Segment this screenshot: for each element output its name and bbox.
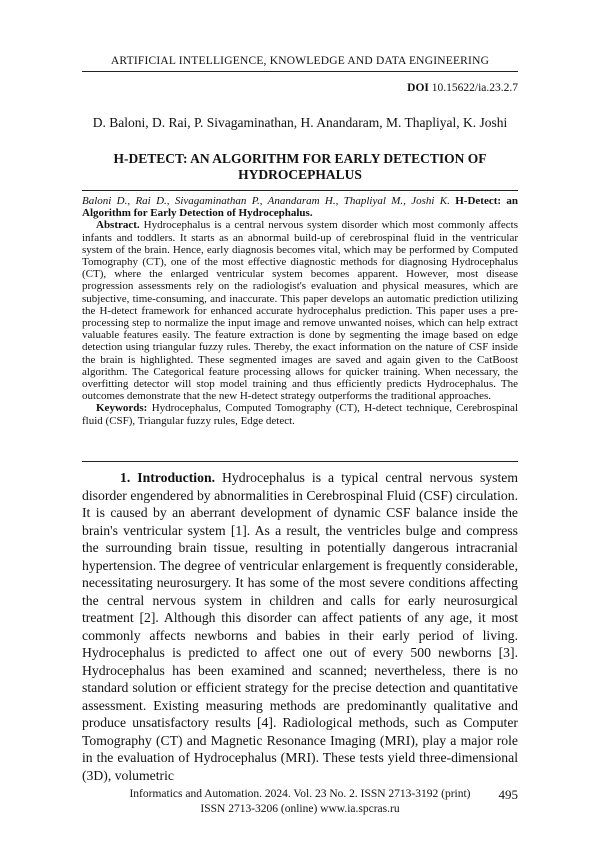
keywords-label: Keywords: bbox=[96, 402, 148, 415]
doi-line bbox=[407, 82, 518, 94]
abstract-block bbox=[82, 195, 518, 427]
header-rule bbox=[82, 71, 518, 72]
citation bbox=[82, 195, 518, 219]
abstract-paragraph bbox=[82, 219, 518, 402]
introduction-heading: 1. Introduction. bbox=[120, 470, 215, 485]
title-line-2: HYDROCEPHALUS bbox=[238, 167, 362, 182]
abstract-bottom-rule bbox=[82, 461, 518, 462]
introduction-section bbox=[82, 469, 518, 784]
keywords-paragraph bbox=[82, 402, 518, 426]
page-number: 495 bbox=[498, 787, 518, 802]
paper-title bbox=[82, 151, 518, 183]
doi-value: 10.15622/ia.23.2.7 bbox=[431, 82, 518, 94]
abstract-text: Hydrocephalus is a central nervous system disorder which most commonly affects infants and toddlers. It starts as an abnormal build-up of cerebrospinal fluid in the ventricular system of the brain. Hence, early diagnosis becomes vital, which may be performed by Computed Tomography (CT), one of the most effective diagnostic methods for diagnosing Hydrocephalus (CT), where the enlarged ventricular system becomes apparent. However, most disease progression assessments rely on the radiologist's evaluation and physical measures, which are subjective, time-consuming, and inaccurate. This paper develops an automatic prediction utilizing the H-detect framework for enhanced accurate hydrocephalus prediction. This paper uses a pre-processing step to normalize the input image and remove unwanted noises, which can help extract valuable features easily. The feature extraction is done by segmenting the image based on edge detection using triangular fuzzy rules. Thereby, the exact information on the nature of CSF inside the brain is highlighted. These segmented images are saved and again given to the CatBoost algorithm. The Categorical feature processing allows for quicker training. When necessary, the overfitting detector will stop model training and thus efficiently predicts Hydrocephalus. The outcomes demonstrate that the new H-detect strategy outperforms the traditional approaches. bbox=[82, 219, 518, 403]
author-list: D. Baloni, D. Rai, P. Sivagaminathan, H. Anandaram, M. Thapliyal, K. Joshi bbox=[92, 115, 508, 130]
footer-line-2: ISSN 2713-3206 (online) www.ia.spcras.ru bbox=[200, 803, 400, 815]
citation-title: H-Detect: an Algorithm for Early Detection of Hydrocephalus. bbox=[82, 195, 518, 220]
page-footer bbox=[82, 787, 518, 817]
abstract-top-rule bbox=[82, 190, 518, 191]
introduction-paragraph bbox=[82, 469, 518, 784]
abstract-label: Abstract. bbox=[96, 219, 140, 232]
title-line-1: H-DETECT: AN ALGORITHM FOR EARLY DETECTION OF bbox=[113, 151, 487, 166]
keywords-text: Hydrocephalus, Computed Tomography (CT), H-detect technique, Cerebrospinal fluid (CSF), Triangular fuzzy rules, Edge detect. bbox=[82, 402, 519, 427]
citation-authors: Baloni D., Rai D., Sivagaminathan P., Anandaram H., Thapliyal M., Joshi K. bbox=[82, 195, 450, 207]
introduction-text: Hydrocephalus is a typical central nervous system disorder engendered by abnormalities in Cerebrospinal Fluid (CSF) circulation. It is caused by an aberrant development of dynamic CSF balance inside the brain's ventricular system [1]. As a result, the ventricles bulge and compress the surrounding brain tissue, resulting in potentially dangerous intracranial hypertension. The degree of ventricular enlargement is frequently considerable, necessitating neurosurgery. It has some of the most severe conditions affecting the central nervous system in children and calls for early neurosurgical treatment [2]. Although this disorder can affect patients of any age, it most commonly affects newborns and babies in their early period of living. Hydrocephalus is predicted to affect one out of every 500 newborns [3]. Hydrocephalus has been examined and scanned; nevertheless, there is no standard solution or efficient strategy for the precise detection and quantitative assessment. Existing measuring methods are predominantly qualitative and produce unsatisfactory results [4]. Radiological methods, such as Computer Tomography (CT) and Magnetic Resonance Imaging (MRI), play a major role in the evaluation of Hydrocephalus (MRI). These tests yield three-dimensional (3D), volumetric bbox=[82, 470, 518, 783]
footer-line-1: Informatics and Automation. 2024. Vol. 23 No. 2. ISSN 2713-3192 (print) bbox=[129, 788, 471, 800]
running-head: ARTIFICIAL INTELLIGENCE, KNOWLEDGE AND DATA ENGINEERING bbox=[110, 55, 490, 67]
doi-label: DOI bbox=[407, 82, 429, 94]
